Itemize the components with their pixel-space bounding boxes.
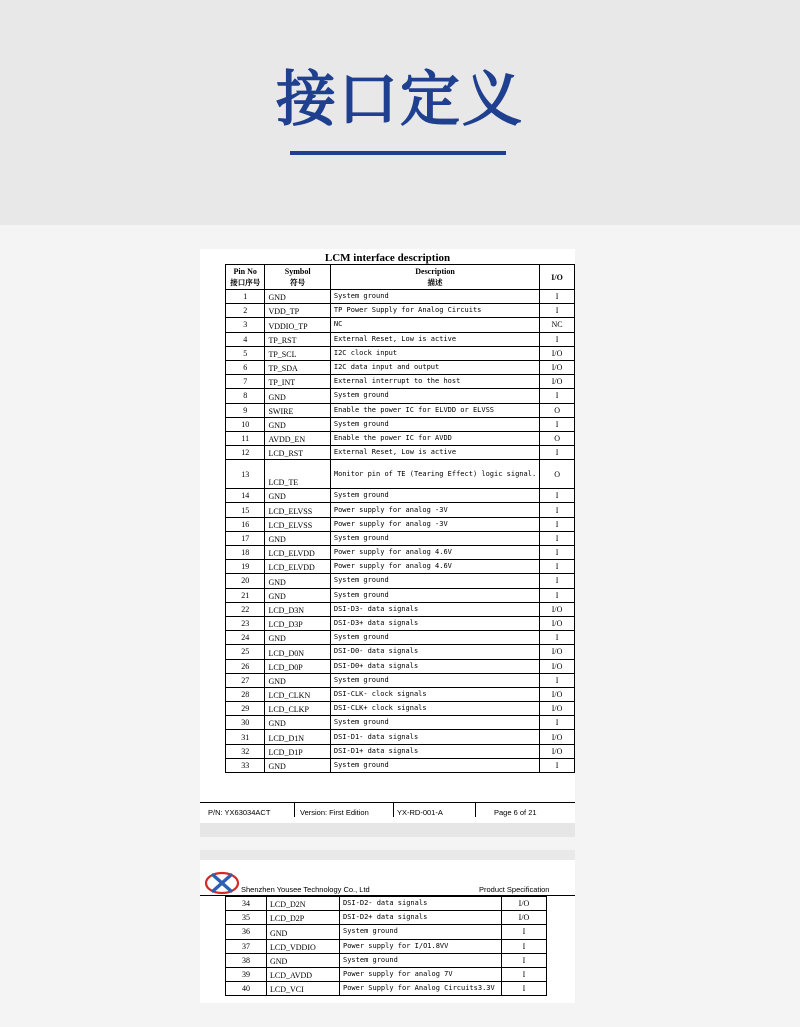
column-header-description-en: Description <box>415 267 455 276</box>
pin-io: I <box>502 953 547 967</box>
pin-io: I/O <box>540 687 575 701</box>
pin-io: I <box>502 967 547 981</box>
pin-description: DSI-D1+ data signals <box>330 744 539 758</box>
pin-table-continued <box>225 896 547 996</box>
pin-symbol: GND <box>265 417 330 431</box>
pin-description: DSI-CLK+ clock signals <box>330 702 539 716</box>
pin-io: I <box>540 489 575 503</box>
pin-symbol: LCD_ELVDD <box>265 546 330 560</box>
pin-symbol: SWIRE <box>265 403 330 417</box>
logo-x-mark <box>213 875 231 891</box>
pin-symbol: LCD_D3N <box>265 602 330 616</box>
pin-description: DSI-D3+ data signals <box>330 616 539 630</box>
pin-io: I/O <box>540 744 575 758</box>
pin-description: System ground <box>330 588 539 602</box>
pin-description: System ground <box>330 631 539 645</box>
pin-description: External interrupt to the host <box>330 375 539 389</box>
column-header-pin-en: Pin No <box>233 267 257 276</box>
pin-io: I <box>540 531 575 545</box>
pin-symbol: GND <box>265 531 330 545</box>
pin-symbol: TP_INT <box>265 375 330 389</box>
pin-io: I/O <box>540 702 575 716</box>
pin-io: I/O <box>502 897 547 911</box>
pin-number: 30 <box>226 716 265 730</box>
page-gap <box>200 823 575 837</box>
pin-description: System ground <box>330 673 539 687</box>
pin-description: Power supply for analog -3V <box>330 503 539 517</box>
document-type: Product Specification <box>479 885 550 894</box>
pin-number: 31 <box>226 730 265 744</box>
pin-symbol: GND <box>265 389 330 403</box>
pin-description: System ground <box>330 417 539 431</box>
table-row <box>226 982 547 996</box>
table-row <box>226 560 575 574</box>
title-underline <box>290 151 506 155</box>
column-header-symbol-zh: 符号 <box>290 278 306 287</box>
pin-description: External Reset, Low is active <box>330 446 539 460</box>
table-row <box>226 588 575 602</box>
table-row <box>226 659 575 673</box>
pin-symbol: LCD_ELVDD <box>265 560 330 574</box>
table-row <box>226 730 575 744</box>
pin-symbol: LCD_D1P <box>265 744 330 758</box>
pin-io: I <box>502 925 547 939</box>
pin-number: 37 <box>226 939 267 953</box>
pin-symbol: GND <box>265 716 330 730</box>
table-row <box>226 318 575 332</box>
pin-description: System ground <box>330 531 539 545</box>
pin-symbol: GND <box>265 631 330 645</box>
table-row <box>226 602 575 616</box>
pin-number: 27 <box>226 673 265 687</box>
pin-number: 2 <box>226 304 265 318</box>
table-row <box>226 431 575 445</box>
table-row <box>226 346 575 360</box>
table-row <box>226 304 575 318</box>
pin-description: Power supply for analog -3V <box>330 517 539 531</box>
pin-number: 13 <box>226 460 265 489</box>
pin-io: I <box>540 758 575 772</box>
table-row <box>226 503 575 517</box>
pin-description: NC <box>330 318 539 332</box>
pin-symbol: VDD_TP <box>265 304 330 318</box>
pin-description: TP Power Supply for Analog Circuits <box>330 304 539 318</box>
company-name: Shenzhen Yousee Technology Co., Ltd <box>241 885 370 894</box>
table-row <box>226 546 575 560</box>
table-row <box>226 939 547 953</box>
pin-description: Enable the power IC for ELVDD or ELVSS <box>330 403 539 417</box>
footer-doc-number: YX-RD-001-A <box>397 808 443 817</box>
page-title: 接口定义 <box>276 65 524 135</box>
table-row <box>226 631 575 645</box>
pin-number: 17 <box>226 531 265 545</box>
pin-io: I <box>540 517 575 531</box>
pin-description: System ground <box>340 925 502 939</box>
table-row <box>226 417 575 431</box>
pin-io: I <box>540 631 575 645</box>
pin-io: I <box>502 982 547 996</box>
pin-number: 12 <box>226 446 265 460</box>
table-row <box>226 687 575 701</box>
pin-io: I <box>540 546 575 560</box>
pin-description: Power supply for I/O1.8VV <box>340 939 502 953</box>
table-row <box>226 360 575 374</box>
column-header-description-zh: 描述 <box>427 278 443 287</box>
table-row <box>226 446 575 460</box>
pin-io: I/O <box>540 730 575 744</box>
footer-version: Version: First Edition <box>300 808 369 817</box>
pin-number: 8 <box>226 389 265 403</box>
pin-number: 35 <box>226 911 267 925</box>
pin-symbol: TP_SDA <box>265 360 330 374</box>
spec-sheet-page-6 <box>200 249 575 837</box>
pin-symbol: LCD_ELVSS <box>265 503 330 517</box>
pin-io: O <box>540 460 575 489</box>
table-row <box>226 531 575 545</box>
pin-description: Enable the power IC for AVDD <box>330 431 539 445</box>
pin-description: System ground <box>340 953 502 967</box>
pin-number: 15 <box>226 503 265 517</box>
column-header-pin-zh: 接口序号 <box>230 278 261 287</box>
pin-description: System ground <box>330 758 539 772</box>
table-row <box>226 716 575 730</box>
pin-symbol: LCD_D3P <box>265 616 330 630</box>
pin-symbol: LCD_TE <box>265 460 330 489</box>
pin-symbol: LCD_CLKP <box>265 702 330 716</box>
pin-io: I <box>540 304 575 318</box>
table-row <box>226 375 575 389</box>
pin-symbol: GND <box>267 953 340 967</box>
pin-number: 40 <box>226 982 267 996</box>
pin-symbol: LCD_D2P <box>267 911 340 925</box>
table-row <box>226 744 575 758</box>
pin-io: I <box>502 939 547 953</box>
pin-number: 19 <box>226 560 265 574</box>
pin-number: 10 <box>226 417 265 431</box>
pin-number: 32 <box>226 744 265 758</box>
pin-number: 22 <box>226 602 265 616</box>
table-row <box>226 673 575 687</box>
pin-description: DSI-D3- data signals <box>330 602 539 616</box>
pin-io: O <box>540 431 575 445</box>
pin-number: 5 <box>226 346 265 360</box>
pin-description: I2C data input and output <box>330 360 539 374</box>
table-heading: LCM interface description <box>324 252 451 264</box>
pin-symbol: LCD_VCI <box>267 982 340 996</box>
pin-io: I <box>540 290 575 304</box>
pin-description: System ground <box>330 489 539 503</box>
column-header-symbol-en: Symbol <box>284 267 311 276</box>
pin-number: 3 <box>226 318 265 332</box>
pin-io: O <box>540 403 575 417</box>
column-header-description <box>330 265 539 290</box>
pin-number: 24 <box>226 631 265 645</box>
table-row <box>226 517 575 531</box>
table-row <box>226 702 575 716</box>
pin-table <box>225 264 575 773</box>
pin-symbol: TP_SCL <box>265 346 330 360</box>
pin-description: External Reset, Low is active <box>330 332 539 346</box>
pin-description: System ground <box>330 574 539 588</box>
pin-number: 16 <box>226 517 265 531</box>
pin-description: System ground <box>330 389 539 403</box>
pin-description: DSI-D2+ data signals <box>340 911 502 925</box>
spec-sheet-page-7 <box>200 850 575 1003</box>
pin-symbol: GND <box>265 588 330 602</box>
pin-io: I/O <box>540 602 575 616</box>
pin-description: DSI-D1- data signals <box>330 730 539 744</box>
pin-number: 36 <box>226 925 267 939</box>
table-row <box>226 460 575 489</box>
pin-number: 28 <box>226 687 265 701</box>
table-row <box>226 389 575 403</box>
pin-symbol: AVDD_EN <box>265 431 330 445</box>
pin-symbol: GND <box>265 673 330 687</box>
pin-symbol: GND <box>265 574 330 588</box>
table-row <box>226 645 575 659</box>
pin-io: I <box>540 560 575 574</box>
pin-number: 14 <box>226 489 265 503</box>
pin-description: System ground <box>330 716 539 730</box>
pin-description: DSI-CLK- clock signals <box>330 687 539 701</box>
pin-io: I/O <box>540 375 575 389</box>
pin-symbol: GND <box>265 489 330 503</box>
table-row <box>226 574 575 588</box>
footer-separator <box>294 803 295 817</box>
pin-io: I <box>540 716 575 730</box>
pin-number: 34 <box>226 897 267 911</box>
pin-description: Power supply for analog 7V <box>340 967 502 981</box>
table-row <box>226 616 575 630</box>
pin-io: I/O <box>540 645 575 659</box>
table-row <box>226 489 575 503</box>
pin-symbol: GND <box>265 290 330 304</box>
pin-number: 29 <box>226 702 265 716</box>
pin-number: 23 <box>226 616 265 630</box>
pin-symbol: LCD_ELVSS <box>265 517 330 531</box>
footer-separator <box>475 803 476 817</box>
pin-symbol: LCD_D0P <box>265 659 330 673</box>
pin-number: 6 <box>226 360 265 374</box>
pin-io: I/O <box>540 360 575 374</box>
pin-symbol: LCD_D2N <box>267 897 340 911</box>
pin-io: I <box>540 446 575 460</box>
pin-description: Power Supply for Analog Circuits3.3V <box>340 982 502 996</box>
pin-symbol: GND <box>267 925 340 939</box>
pin-number: 1 <box>226 290 265 304</box>
footer-part-number: P/N: YX63034ACT <box>208 808 271 817</box>
pin-symbol: LCD_AVDD <box>267 967 340 981</box>
pin-io: NC <box>540 318 575 332</box>
pin-symbol: VDDIO_TP <box>265 318 330 332</box>
pin-io: I <box>540 503 575 517</box>
pin-number: 25 <box>226 645 265 659</box>
pin-description: Power supply for analog 4.6V <box>330 560 539 574</box>
pin-number: 20 <box>226 574 265 588</box>
footer-separator <box>393 803 394 817</box>
pin-number: 38 <box>226 953 267 967</box>
table-row <box>226 897 547 911</box>
pin-number: 39 <box>226 967 267 981</box>
pin-number: 26 <box>226 659 265 673</box>
pin-io: I <box>540 389 575 403</box>
footer-rule <box>200 802 575 803</box>
pin-number: 21 <box>226 588 265 602</box>
pin-description: DSI-D0+ data signals <box>330 659 539 673</box>
column-header-io: I/O <box>540 265 575 290</box>
page-gap <box>200 850 575 860</box>
footer-page-number: Page 6 of 21 <box>494 808 537 817</box>
pin-io: I/O <box>502 911 547 925</box>
pin-description: Monitor pin of TE (Tearing Effect) logic signal. <box>330 460 539 489</box>
pin-io: I/O <box>540 659 575 673</box>
table-row <box>226 953 547 967</box>
pin-description: DSI-D0- data signals <box>330 645 539 659</box>
pin-symbol: LCD_CLKN <box>265 687 330 701</box>
table-row <box>226 967 547 981</box>
pin-io: I/O <box>540 346 575 360</box>
table-row <box>226 332 575 346</box>
table-row <box>226 403 575 417</box>
pin-number: 9 <box>226 403 265 417</box>
pin-number: 33 <box>226 758 265 772</box>
pin-number: 7 <box>226 375 265 389</box>
table-row <box>226 911 547 925</box>
table-row <box>226 925 547 939</box>
table-row <box>226 758 575 772</box>
pin-symbol: LCD_VDDIO <box>267 939 340 953</box>
pin-number: 18 <box>226 546 265 560</box>
pin-symbol: TP_RST <box>265 332 330 346</box>
pin-symbol: LCD_RST <box>265 446 330 460</box>
company-logo-icon <box>204 870 240 896</box>
pin-symbol: LCD_D1N <box>265 730 330 744</box>
table-row <box>226 290 575 304</box>
pin-io: I <box>540 417 575 431</box>
column-header-symbol <box>265 265 330 290</box>
pin-description: DSI-D2- data signals <box>340 897 502 911</box>
pin-io: I <box>540 673 575 687</box>
pin-number: 4 <box>226 332 265 346</box>
pin-description: I2C clock input <box>330 346 539 360</box>
pin-io: I/O <box>540 616 575 630</box>
pin-number: 11 <box>226 431 265 445</box>
pin-symbol: GND <box>265 758 330 772</box>
pin-description: System ground <box>330 290 539 304</box>
pin-io: I <box>540 574 575 588</box>
pin-io: I <box>540 588 575 602</box>
pin-description: Power supply for analog 4.6V <box>330 546 539 560</box>
column-header-pin <box>226 265 265 290</box>
pin-io: I <box>540 332 575 346</box>
pin-symbol: LCD_D0N <box>265 645 330 659</box>
